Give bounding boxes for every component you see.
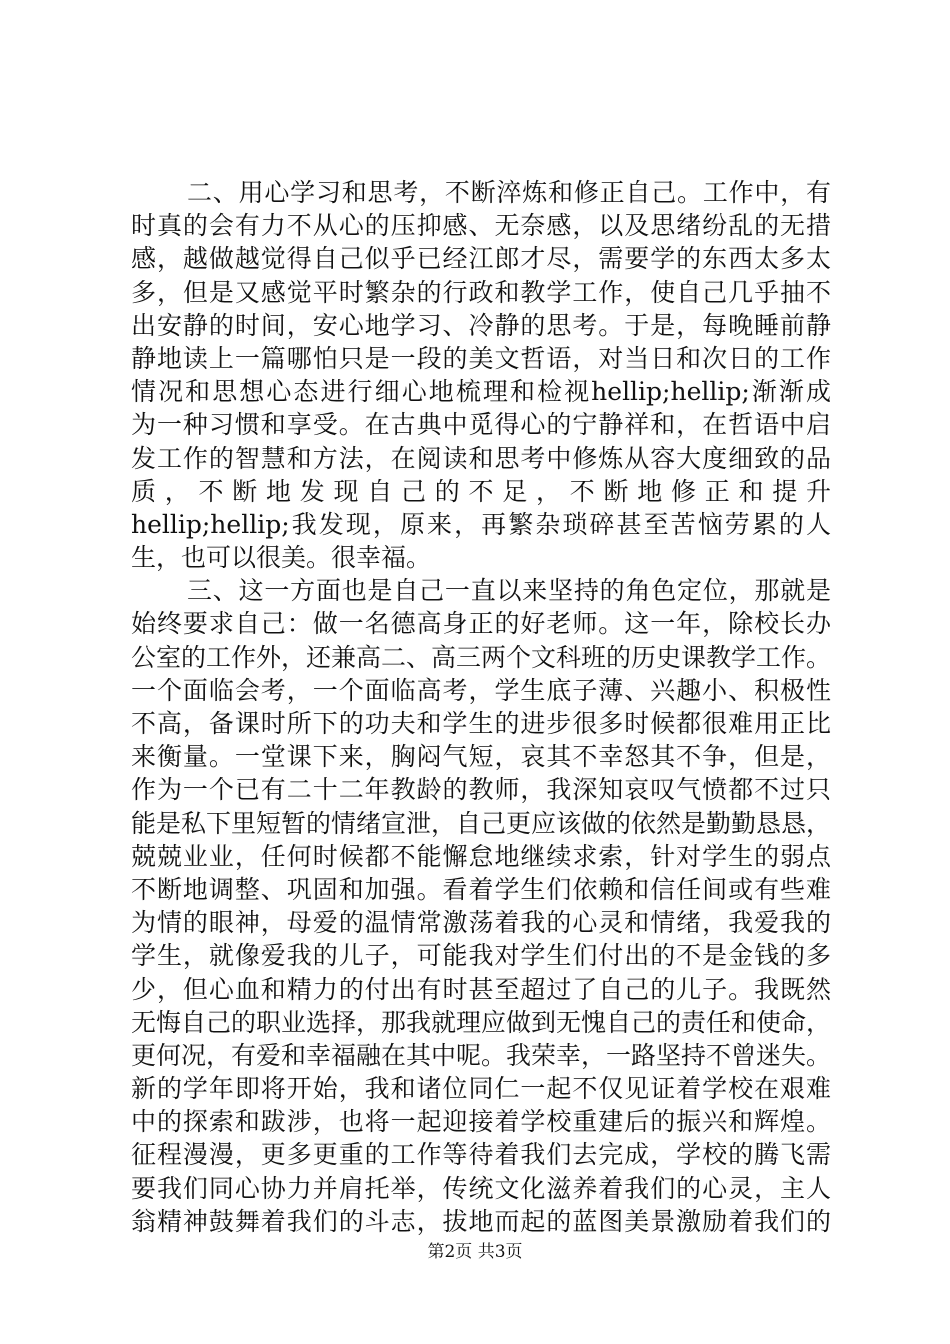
text-line: 兢兢业业，任何时候都不能懈怠地继续求索，针对学生的弱点: [131, 841, 831, 871]
text-line: 静地读上一篇哪怕只是一段的美文哲语，对当日和次日的工作: [131, 343, 831, 373]
text-line: 出安静的时间，安心地学习、冷静的思考。于是，每晚睡前静: [131, 310, 831, 340]
text-line: 为一种习惯和享受。在古典中觅得心的宁静祥和，在哲语中启: [131, 410, 831, 440]
text-line: 能是私下里短暂的情绪宣泄，自己更应该做的依然是勤勤恳恳，: [131, 808, 832, 838]
text-line: 三、这一方面也是自己一直以来坚持的角色定位，那就是: [187, 576, 831, 606]
text-line: 发工作的智慧和方法，在阅读和思考中修炼从容大度细致的品: [131, 443, 831, 473]
text-line: 公室的工作外，还兼高二、高三两个文科班的历史课教学工作。: [131, 642, 832, 672]
page-footer: [0, 1240, 950, 1264]
text-line: 一个面临会考，一个面临高考，学生底子薄、兴趣小、积极性: [131, 675, 831, 705]
text-line: 要我们同心协力并肩托举，传统文化滋养着我们的心灵，主人: [131, 1173, 831, 1203]
text-line: 质，不断地发现自己的不足，不断地修正和提升: [131, 476, 831, 506]
text-line: 中的探索和跋涉，也将一起迎接着学校重建后的振兴和辉煌。: [131, 1107, 831, 1137]
text-line: 无悔自己的职业选择，那我就理应做到无愧自己的责任和使命，: [131, 1007, 832, 1037]
text-line: 情况和思想心态进行细心地梳理和检视hellip;hellip;渐渐成: [131, 377, 831, 407]
text-line: hellip;hellip;我发现，原来，再繁杂琐碎甚至苦恼劳累的人: [131, 509, 831, 539]
text-line: 征程漫漫，更多更重的工作等待着我们去完成，学校的腾飞需: [131, 1140, 831, 1170]
page-number: 第2页 共3页: [427, 1242, 523, 1262]
text-line: 翁精神鼓舞着我们的斗志，拔地而起的蓝图美景激励着我们的: [131, 1206, 831, 1236]
text-line: 少，但心血和精力的付出有时甚至超过了自己的儿子。我既然: [131, 974, 831, 1004]
text-line: 新的学年即将开始，我和诸位同仁一起不仅见证着学校在艰难: [131, 1074, 831, 1104]
text-line: 始终要求自己：做一名德高身正的好老师。这一年，除校长办: [131, 609, 831, 639]
text-line: 不高，备课时所下的功夫和学生的进步很多时候都很难用正比: [131, 709, 831, 738]
text-line: 为情的眼神，母爱的温情常激荡着我的心灵和情绪，我爱我的: [131, 908, 831, 938]
text-line: 多，但是又感觉平时繁杂的行政和教学工作，使自己几乎抽不: [131, 277, 831, 307]
body-text: [131, 176, 831, 1238]
text-line: 学生，就像爱我的儿子，可能我对学生们付出的不是金钱的多: [131, 941, 831, 971]
text-line: 时真的会有力不从心的压抑感、无奈感，以及思绪纷乱的无措: [131, 211, 831, 241]
text-line: 来衡量。一堂课下来，胸闷气短，哀其不幸怒其不争，但是，: [131, 742, 831, 772]
text-line: 感，越做越觉得自己似乎已经江郎才尽，需要学的东西太多太: [131, 244, 831, 274]
text-line: 生，也可以很美。很幸福。: [131, 543, 432, 573]
text-line: 二、用心学习和思考，不断淬炼和修正自己。工作中，有: [187, 178, 831, 207]
text-line: 不断地调整、巩固和加强。看着学生们依赖和信任间或有些难: [131, 874, 831, 904]
text-line: 更何况，有爱和幸福融在其中呢。我荣幸，一路坚持不曾迷失。: [131, 1040, 832, 1070]
text-line: 作为一个已有二十二年教龄的教师，我深知哀叹气愤都不过只: [131, 775, 831, 805]
